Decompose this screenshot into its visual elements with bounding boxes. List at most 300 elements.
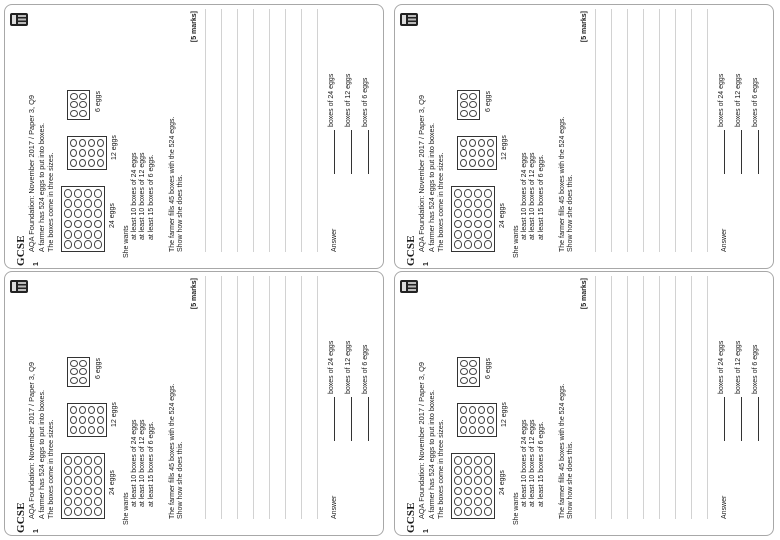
egg-circle [64, 497, 72, 506]
egg-circle [79, 149, 86, 157]
working-line [659, 276, 660, 519]
egg-circle [88, 426, 95, 434]
egg-circle [484, 466, 492, 475]
gcse-logo: GCSE [405, 235, 417, 266]
worksheet-page [5, 5, 384, 269]
egg-circle [474, 456, 482, 465]
working-line [285, 9, 286, 252]
answer-unit-24: boxes of 24 eggs [718, 340, 725, 394]
egg-circle [484, 199, 492, 208]
working-line [611, 9, 612, 252]
egg-circle [478, 416, 485, 424]
egg-circle [474, 497, 482, 506]
egg-circle [454, 189, 462, 198]
egg-circle [79, 159, 86, 167]
egg-circle [474, 210, 482, 219]
she-wants-text: She wants [123, 225, 130, 258]
task-line-1: The farmer fills 45 boxes with the 524 eggs. [559, 116, 566, 252]
question-number: 1 [423, 262, 430, 266]
answer-row-12 [344, 74, 352, 174]
egg-circle [484, 507, 492, 516]
egg-circle [469, 406, 476, 414]
question-intro [37, 123, 55, 252]
marks-label: [5 marks] [581, 11, 588, 43]
task-text [559, 384, 576, 519]
she-wants-text: She wants [513, 225, 520, 258]
working-line [643, 9, 644, 252]
intro-line-1: A farmer has 524 eggs to put into boxes. [427, 389, 436, 519]
working-line [707, 9, 708, 252]
egg-circle [64, 456, 72, 465]
egg-circle [469, 110, 477, 117]
egg-circle [84, 497, 92, 506]
working-line [221, 9, 222, 252]
requirement-item: at least 10 boxes of 12 eggs [139, 152, 147, 240]
egg-circle [464, 487, 472, 496]
task-text [169, 384, 186, 519]
egg-circle [79, 139, 86, 147]
egg-circle [64, 210, 72, 219]
egg-circle [70, 369, 78, 376]
egg-box-6-diagram [67, 357, 90, 387]
egg-circle [88, 139, 95, 147]
calculator-icon [10, 13, 28, 26]
egg-circle [469, 416, 476, 424]
egg-circle [469, 426, 476, 434]
egg-circle [94, 220, 102, 229]
egg-circle [474, 240, 482, 249]
answer-unit-6: boxes of 6 eggs [362, 344, 369, 394]
egg-circle [484, 477, 492, 486]
egg-circle [64, 477, 72, 486]
egg-circle [460, 149, 467, 157]
egg-circle [70, 426, 77, 434]
egg-circle [454, 210, 462, 219]
egg-circle [94, 456, 102, 465]
intro-line-1: A farmer has 524 eggs to put into boxes. [427, 122, 436, 252]
egg-circle [478, 406, 485, 414]
egg-circle [74, 507, 82, 516]
answer-row-12 [344, 341, 352, 441]
egg-circle [464, 497, 472, 506]
question-number: 1 [33, 529, 40, 533]
egg-circle [70, 360, 78, 367]
egg-circle [469, 369, 477, 376]
gcse-logo: GCSE [405, 502, 417, 533]
working-line [659, 9, 660, 252]
she-wants-text: She wants [513, 492, 520, 525]
requirements-list [131, 419, 156, 507]
egg-circle [484, 497, 492, 506]
egg-circle [474, 220, 482, 229]
egg-circle [70, 377, 78, 384]
requirements-list [131, 152, 156, 240]
answer-row-6 [751, 345, 759, 441]
intro-line-2: The boxes come in three sizes. [46, 152, 55, 252]
gcse-logo: GCSE [15, 235, 27, 266]
egg-circle [469, 102, 477, 109]
working-line [611, 276, 612, 519]
egg-circle [454, 199, 462, 208]
working-line [691, 9, 692, 252]
task-line-2: Show how she does this. [567, 441, 575, 519]
egg-circle [487, 426, 494, 434]
egg-circle [79, 416, 86, 424]
answer-row-12 [734, 74, 742, 174]
egg-circle [74, 487, 82, 496]
requirement-item: at least 10 boxes of 12 eggs [529, 152, 537, 240]
egg-circle [464, 210, 472, 219]
egg-circle [94, 210, 102, 219]
answer-label: Answer [331, 495, 338, 519]
egg-circle [484, 456, 492, 465]
egg-circle [94, 497, 102, 506]
answer-unit-12: boxes of 12 eggs [735, 73, 742, 127]
egg-circle [97, 159, 104, 167]
egg-circle [94, 487, 102, 496]
egg-circle [84, 189, 92, 198]
working-line [627, 276, 628, 519]
egg-circle [94, 240, 102, 249]
egg-circle [460, 93, 468, 100]
egg-circle [460, 159, 467, 167]
egg-circle [454, 240, 462, 249]
egg-circle [460, 102, 468, 109]
egg-circle [454, 456, 462, 465]
requirements-list [521, 152, 546, 240]
egg-circle [79, 110, 87, 117]
egg-circle [478, 149, 485, 157]
egg-circle [464, 189, 472, 198]
answer-blank-6[interactable] [751, 397, 759, 441]
working-line [205, 9, 206, 252]
worksheet-card [394, 4, 774, 269]
box-12-label: 12 eggs [111, 402, 118, 427]
egg-circle [74, 230, 82, 239]
egg-box-12-diagram [457, 403, 497, 437]
egg-circle [454, 466, 462, 475]
answer-blank-24[interactable] [717, 397, 725, 441]
egg-circle [84, 210, 92, 219]
working-line [205, 276, 206, 519]
egg-circle [84, 487, 92, 496]
egg-circle [469, 360, 477, 367]
egg-circle [64, 230, 72, 239]
answer-blank-12[interactable] [344, 397, 352, 441]
question-source: AQA Foundation: November 2017 / Paper 3, Q9 [27, 362, 36, 519]
task-text [559, 117, 576, 252]
egg-circle [74, 466, 82, 475]
working-line [285, 276, 286, 519]
egg-circle [64, 466, 72, 475]
answer-blank-6[interactable] [361, 130, 369, 174]
egg-box-6-diagram [67, 90, 90, 120]
egg-box-24-diagram [61, 186, 105, 252]
egg-circle [484, 220, 492, 229]
answer-label: Answer [721, 228, 728, 252]
egg-box-12-diagram [457, 136, 497, 170]
box-24-label: 24 eggs [499, 203, 506, 228]
egg-circle [70, 159, 77, 167]
egg-circle [464, 507, 472, 516]
egg-circle [94, 199, 102, 208]
egg-circle [84, 240, 92, 249]
egg-circle [460, 416, 467, 424]
answer-unit-24: boxes of 24 eggs [328, 340, 335, 394]
task-line-2: Show how she does this. [567, 174, 575, 252]
egg-circle [70, 416, 77, 424]
she-wants-text: She wants [123, 492, 130, 525]
egg-circle [469, 159, 476, 167]
answer-row-6 [361, 345, 369, 441]
intro-line-2: The boxes come in three sizes. [436, 419, 445, 519]
task-line-1: The farmer fills 45 boxes with the 524 eggs. [169, 383, 176, 519]
egg-circle [97, 406, 104, 414]
task-line-2: Show how she does this. [177, 441, 185, 519]
egg-circle [84, 477, 92, 486]
egg-circle [460, 360, 468, 367]
egg-circle [79, 426, 86, 434]
egg-circle [460, 139, 467, 147]
working-line [253, 276, 254, 519]
requirement-item: at least 10 boxes of 24 eggs [521, 152, 528, 240]
intro-line-1: A farmer has 524 eggs to put into boxes. [37, 122, 46, 252]
answer-row-24 [717, 74, 725, 174]
calculator-icon [400, 280, 418, 293]
box-6-label: 6 eggs [485, 357, 492, 379]
question-number: 1 [423, 529, 430, 533]
egg-circle [74, 497, 82, 506]
egg-circle [79, 102, 87, 109]
working-line [691, 276, 692, 519]
answer-row-6 [361, 78, 369, 174]
question-source: AQA Foundation: November 2017 / Paper 3, Q9 [417, 95, 426, 252]
egg-circle [74, 220, 82, 229]
working-line [643, 276, 644, 519]
worksheet-page [5, 272, 384, 536]
working-line [269, 9, 270, 252]
egg-circle [454, 497, 462, 506]
box-12-label: 12 eggs [501, 135, 508, 160]
egg-circle [487, 416, 494, 424]
answer-unit-12: boxes of 12 eggs [735, 340, 742, 394]
egg-circle [469, 93, 477, 100]
task-text [169, 117, 186, 252]
egg-circle [88, 406, 95, 414]
egg-circle [97, 416, 104, 424]
egg-circle [474, 477, 482, 486]
question-intro [427, 390, 445, 519]
egg-circle [469, 149, 476, 157]
answer-blank-6[interactable] [751, 130, 759, 174]
question-intro [37, 390, 55, 519]
egg-circle [454, 507, 462, 516]
egg-circle [64, 189, 72, 198]
egg-circle [487, 159, 494, 167]
answer-row-24 [327, 74, 335, 174]
egg-circle [474, 487, 482, 496]
egg-circle [97, 149, 104, 157]
egg-circle [97, 426, 104, 434]
egg-circle [454, 487, 462, 496]
egg-circle [74, 210, 82, 219]
intro-line-2: The boxes come in three sizes. [46, 419, 55, 519]
egg-circle [84, 466, 92, 475]
egg-circle [88, 149, 95, 157]
egg-circle [94, 466, 102, 475]
answer-unit-24: boxes of 24 eggs [328, 73, 335, 127]
egg-circle [84, 507, 92, 516]
requirement-item: at least 15 boxes of 6 eggs. [147, 154, 155, 240]
egg-circle [79, 369, 87, 376]
egg-circle [474, 189, 482, 198]
egg-box-24-diagram [61, 453, 105, 519]
egg-circle [474, 199, 482, 208]
egg-circle [460, 426, 467, 434]
egg-circle [70, 406, 77, 414]
requirement-item: at least 15 boxes of 6 eggs. [147, 421, 155, 507]
egg-circle [74, 199, 82, 208]
egg-circle [74, 189, 82, 198]
gcse-logo: GCSE [15, 502, 27, 533]
egg-box-6-diagram [457, 357, 480, 387]
answer-row-12 [734, 341, 742, 441]
egg-circle [79, 360, 87, 367]
answer-unit-24: boxes of 24 eggs [718, 73, 725, 127]
answer-row-24 [717, 341, 725, 441]
answer-label: Answer [331, 228, 338, 252]
egg-circle [88, 416, 95, 424]
egg-circle [64, 240, 72, 249]
egg-circle [79, 377, 87, 384]
task-line-2: Show how she does this. [177, 174, 185, 252]
egg-circle [478, 139, 485, 147]
egg-circle [454, 230, 462, 239]
egg-circle [478, 426, 485, 434]
egg-circle [454, 220, 462, 229]
answer-row-24 [327, 341, 335, 441]
egg-circle [64, 507, 72, 516]
egg-circle [64, 220, 72, 229]
requirement-item: at least 10 boxes of 12 eggs [529, 419, 537, 507]
egg-circle [487, 406, 494, 414]
box-6-label: 6 eggs [95, 90, 102, 112]
egg-circle [484, 189, 492, 198]
answer-blank-24[interactable] [717, 130, 725, 174]
working-line [221, 276, 222, 519]
box-24-label: 24 eggs [109, 203, 116, 228]
egg-circle [79, 406, 86, 414]
requirements-list [521, 419, 546, 507]
requirement-item: at least 10 boxes of 12 eggs [139, 419, 147, 507]
answer-unit-6: boxes of 6 eggs [752, 344, 759, 394]
egg-circle [94, 507, 102, 516]
box-24-label: 24 eggs [499, 470, 506, 495]
egg-circle [74, 456, 82, 465]
egg-circle [474, 230, 482, 239]
working-line [595, 9, 596, 252]
egg-circle [464, 240, 472, 249]
egg-circle [74, 477, 82, 486]
egg-box-24-diagram [451, 453, 495, 519]
worksheet-page [395, 5, 774, 269]
egg-circle [64, 199, 72, 208]
intro-line-2: The boxes come in three sizes. [436, 152, 445, 252]
egg-box-12-diagram [67, 403, 107, 437]
egg-circle [70, 102, 78, 109]
question-number: 1 [33, 262, 40, 266]
egg-circle [487, 139, 494, 147]
working-line [301, 9, 302, 252]
answer-blank-24[interactable] [327, 130, 335, 174]
working-line [253, 9, 254, 252]
egg-circle [469, 377, 477, 384]
egg-circle [97, 139, 104, 147]
calculator-icon [400, 13, 418, 26]
egg-circle [94, 189, 102, 198]
egg-circle [484, 230, 492, 239]
egg-circle [484, 487, 492, 496]
egg-circle [84, 230, 92, 239]
egg-circle [460, 406, 467, 414]
working-line [269, 276, 270, 519]
answer-blank-6[interactable] [361, 397, 369, 441]
requirement-item: at least 15 boxes of 6 eggs. [537, 421, 545, 507]
question-source: AQA Foundation: November 2017 / Paper 3, Q9 [417, 362, 426, 519]
egg-circle [484, 210, 492, 219]
egg-circle [478, 159, 485, 167]
answer-blank-12[interactable] [344, 130, 352, 174]
worksheet-card [4, 4, 384, 269]
worksheet-card [4, 271, 384, 536]
answer-blank-24[interactable] [327, 397, 335, 441]
egg-circle [460, 110, 468, 117]
intro-line-1: A farmer has 524 eggs to put into boxes. [37, 389, 46, 519]
box-12-label: 12 eggs [501, 402, 508, 427]
answer-unit-6: boxes of 6 eggs [362, 77, 369, 127]
marks-label: [5 marks] [191, 278, 198, 310]
answer-unit-12: boxes of 12 eggs [345, 340, 352, 394]
egg-circle [469, 139, 476, 147]
working-line [317, 9, 318, 252]
question-source: AQA Foundation: November 2017 / Paper 3, Q9 [27, 95, 36, 252]
egg-circle [70, 139, 77, 147]
working-line [595, 276, 596, 519]
egg-circle [484, 240, 492, 249]
calculator-icon [10, 280, 28, 293]
requirement-item: at least 10 boxes of 24 eggs [131, 152, 138, 240]
box-24-label: 24 eggs [109, 470, 116, 495]
answer-unit-12: boxes of 12 eggs [345, 73, 352, 127]
working-line [317, 276, 318, 519]
egg-circle [70, 149, 77, 157]
egg-box-12-diagram [67, 136, 107, 170]
marks-label: [5 marks] [581, 278, 588, 310]
egg-box-6-diagram [457, 90, 480, 120]
egg-circle [464, 230, 472, 239]
egg-circle [464, 477, 472, 486]
egg-circle [460, 377, 468, 384]
egg-circle [464, 220, 472, 229]
working-line [301, 276, 302, 519]
egg-circle [464, 456, 472, 465]
box-6-label: 6 eggs [485, 90, 492, 112]
answer-blank-12[interactable] [734, 397, 742, 441]
box-12-label: 12 eggs [111, 135, 118, 160]
answer-blank-12[interactable] [734, 130, 742, 174]
worksheet-card [394, 271, 774, 536]
egg-circle [460, 369, 468, 376]
